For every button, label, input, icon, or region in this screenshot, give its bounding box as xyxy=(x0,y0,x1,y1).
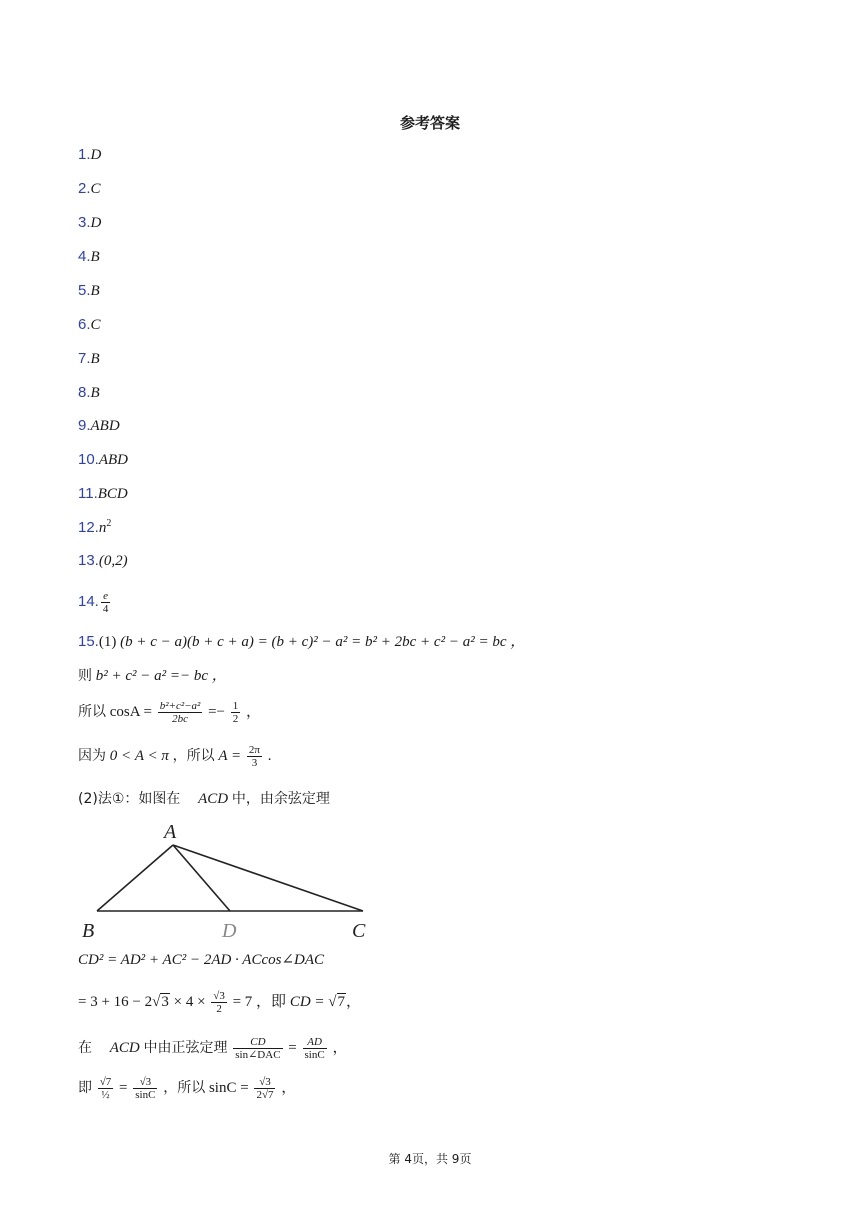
answer-row xyxy=(78,518,111,537)
q15-part1: (1) xyxy=(98,634,117,650)
answer-value: B xyxy=(90,249,100,265)
eq2-tail: ， xyxy=(346,994,362,1010)
eq3-mid: 中由正弦定理 xyxy=(143,1040,228,1056)
frac-den: sinC xyxy=(304,1049,325,1062)
eq2-rad: 3 xyxy=(161,994,169,1010)
q15-eq4 xyxy=(78,1076,296,1101)
eq3-eq: = xyxy=(288,1040,297,1056)
segment-ab xyxy=(97,845,173,911)
label-a: A xyxy=(164,821,177,843)
q15-line4-b: A = xyxy=(218,747,242,764)
answer-value: D xyxy=(90,147,102,163)
answer-row xyxy=(78,350,100,368)
eq4-frac2 xyxy=(133,1076,157,1101)
frac-den: sinC xyxy=(135,1089,156,1102)
answer-value: B xyxy=(90,351,100,367)
answer-number: 13. xyxy=(78,552,99,569)
label-c: C xyxy=(352,920,366,942)
answer-fraction xyxy=(101,590,111,615)
answer-number: 8. xyxy=(78,384,91,401)
answer-row xyxy=(78,552,128,570)
answer-number: 7. xyxy=(78,350,91,367)
eq3-end: ， xyxy=(332,1040,348,1056)
answer-row xyxy=(78,180,101,198)
answer-value: C xyxy=(90,181,101,197)
frac-num: AD xyxy=(303,1036,327,1049)
answer-number: 14. xyxy=(78,592,99,610)
answer-row xyxy=(78,146,101,164)
label-b: B xyxy=(82,920,95,942)
frac-den: ½ xyxy=(101,1089,110,1102)
page-footer: 第 4页，共 9页 xyxy=(388,1152,472,1166)
q15-part2-pre: (2)法①：如图在 xyxy=(78,791,181,807)
eq3-frac1 xyxy=(233,1036,282,1061)
answer-row xyxy=(78,282,100,300)
frac-den: 4 xyxy=(102,603,109,615)
answer-number: 3. xyxy=(78,214,91,231)
frac-den: 2 xyxy=(232,713,239,726)
q15-number: 15. xyxy=(78,633,99,650)
answer-value: BCD xyxy=(97,486,128,502)
eq4-eq: = xyxy=(119,1080,128,1096)
q15-line4-pre: 因为 xyxy=(78,747,106,764)
answer-number: 1. xyxy=(78,146,91,163)
page-title: 参考答案 xyxy=(399,114,460,132)
answer-number: 4. xyxy=(78,248,91,265)
q15-line3-frac2 xyxy=(231,700,241,725)
eq4-frac1 xyxy=(98,1076,114,1101)
answer-number: 10. xyxy=(78,451,99,468)
frac-den: 3 xyxy=(251,757,258,769)
q15-line2 xyxy=(78,664,227,685)
eq2-rad2: 7 xyxy=(337,994,346,1010)
frac-den: 2bc xyxy=(172,713,188,726)
eq4-pre: 即 xyxy=(78,1080,92,1096)
q15-line1 xyxy=(78,630,525,651)
q15-line4-mid: ，所以 xyxy=(172,747,215,764)
frac-den: sin∠DAC xyxy=(235,1049,281,1062)
eq3-frac2 xyxy=(303,1036,327,1061)
frac-num: √3 xyxy=(213,990,225,1003)
q15-line2-pre: 则 xyxy=(78,668,92,684)
q15-line4 xyxy=(78,744,271,769)
q15-line4-frac xyxy=(247,744,262,769)
frac-num: √7 xyxy=(99,1076,112,1089)
q15-line3-end: ， xyxy=(246,704,262,720)
answer-value: B xyxy=(90,385,100,401)
sqrt-sign-2: √ xyxy=(328,994,337,1010)
answer-value: ABD xyxy=(98,452,129,468)
eq4-frac3 xyxy=(254,1076,275,1101)
sqrt-sign: √ xyxy=(152,994,161,1010)
q15-line4-a: 0 < A < π xyxy=(109,747,169,764)
q15-eq2 xyxy=(78,990,361,1015)
answer-value: D xyxy=(90,215,102,231)
q15-part2-tri: ACD xyxy=(198,791,229,807)
frac-den: 2√7 xyxy=(256,1089,274,1102)
answer-number: 2. xyxy=(78,180,91,197)
eq2-frac xyxy=(211,990,227,1015)
eq2-cd: CD = xyxy=(289,994,325,1010)
eq3-pre: 在 xyxy=(78,1040,92,1056)
eq4-end: ， xyxy=(281,1080,297,1096)
answer-number: 9. xyxy=(78,417,91,434)
answer-row xyxy=(78,316,101,334)
answer-row xyxy=(78,485,128,503)
answer-value: B xyxy=(90,283,100,299)
answer-superscript: 2 xyxy=(106,518,112,529)
answer-value: ABD xyxy=(90,418,120,434)
answer-row xyxy=(78,417,120,435)
q15-line3-pre: 所以 xyxy=(78,704,106,720)
answer-row xyxy=(78,384,100,402)
eq2-pre: = 3 + 16 − 2 xyxy=(78,994,153,1010)
q15-part2 xyxy=(78,788,330,808)
frac-num: e xyxy=(101,590,111,603)
q15-line3-frac xyxy=(158,700,203,725)
answer-value: (0,2) xyxy=(98,553,128,569)
answer-row xyxy=(78,248,100,266)
frac-den: 2 xyxy=(216,1003,222,1016)
frac-num: b²+c²−a² xyxy=(159,700,201,713)
answer-row xyxy=(78,214,101,232)
answer-value: n xyxy=(98,520,107,536)
answer-number: 6. xyxy=(78,316,91,333)
eq4-lhs: sinC = xyxy=(208,1080,249,1096)
eq2-mid: × 4 × xyxy=(173,994,206,1010)
answer-value: C xyxy=(90,317,101,333)
q15-eq3 xyxy=(78,1036,347,1061)
q15-line3 xyxy=(78,700,261,725)
eq3-tri: ACD xyxy=(109,1040,140,1056)
label-d: D xyxy=(222,920,237,942)
answer-number: 11. xyxy=(78,485,98,502)
q15-part2-end: 中，由余弦定理 xyxy=(231,791,330,807)
answer-number: 12. xyxy=(78,519,99,536)
q15-line4-end: . xyxy=(267,747,272,764)
q15-line3-mid: =− xyxy=(208,704,226,720)
q15-line3-lhs: cosA = xyxy=(109,704,152,720)
eq2-end: = 7 ，即 xyxy=(232,994,287,1010)
frac-num: 2π xyxy=(248,744,260,756)
eq4-mid: ，所以 xyxy=(163,1080,206,1096)
triangle-figure xyxy=(78,818,378,944)
q15-eq1: CD² = AD² + AC² − 2AD · ACcos∠DAC xyxy=(78,952,325,968)
q15-eq1: (b + c − a)(b + c + a) = (b + c)² − a² = b² + 2bc + c² − a² = bc ， xyxy=(120,634,526,650)
q15-line2-eq: b² + c² − a² =− bc ， xyxy=(95,668,227,684)
answer-row xyxy=(78,451,128,469)
frac-num: √3 xyxy=(133,1076,157,1089)
answer-row xyxy=(78,590,112,615)
frac-num: √3 xyxy=(254,1076,275,1089)
answer-number: 5. xyxy=(78,282,91,299)
frac-num: CD xyxy=(233,1036,282,1049)
frac-num: 1 xyxy=(232,700,239,713)
